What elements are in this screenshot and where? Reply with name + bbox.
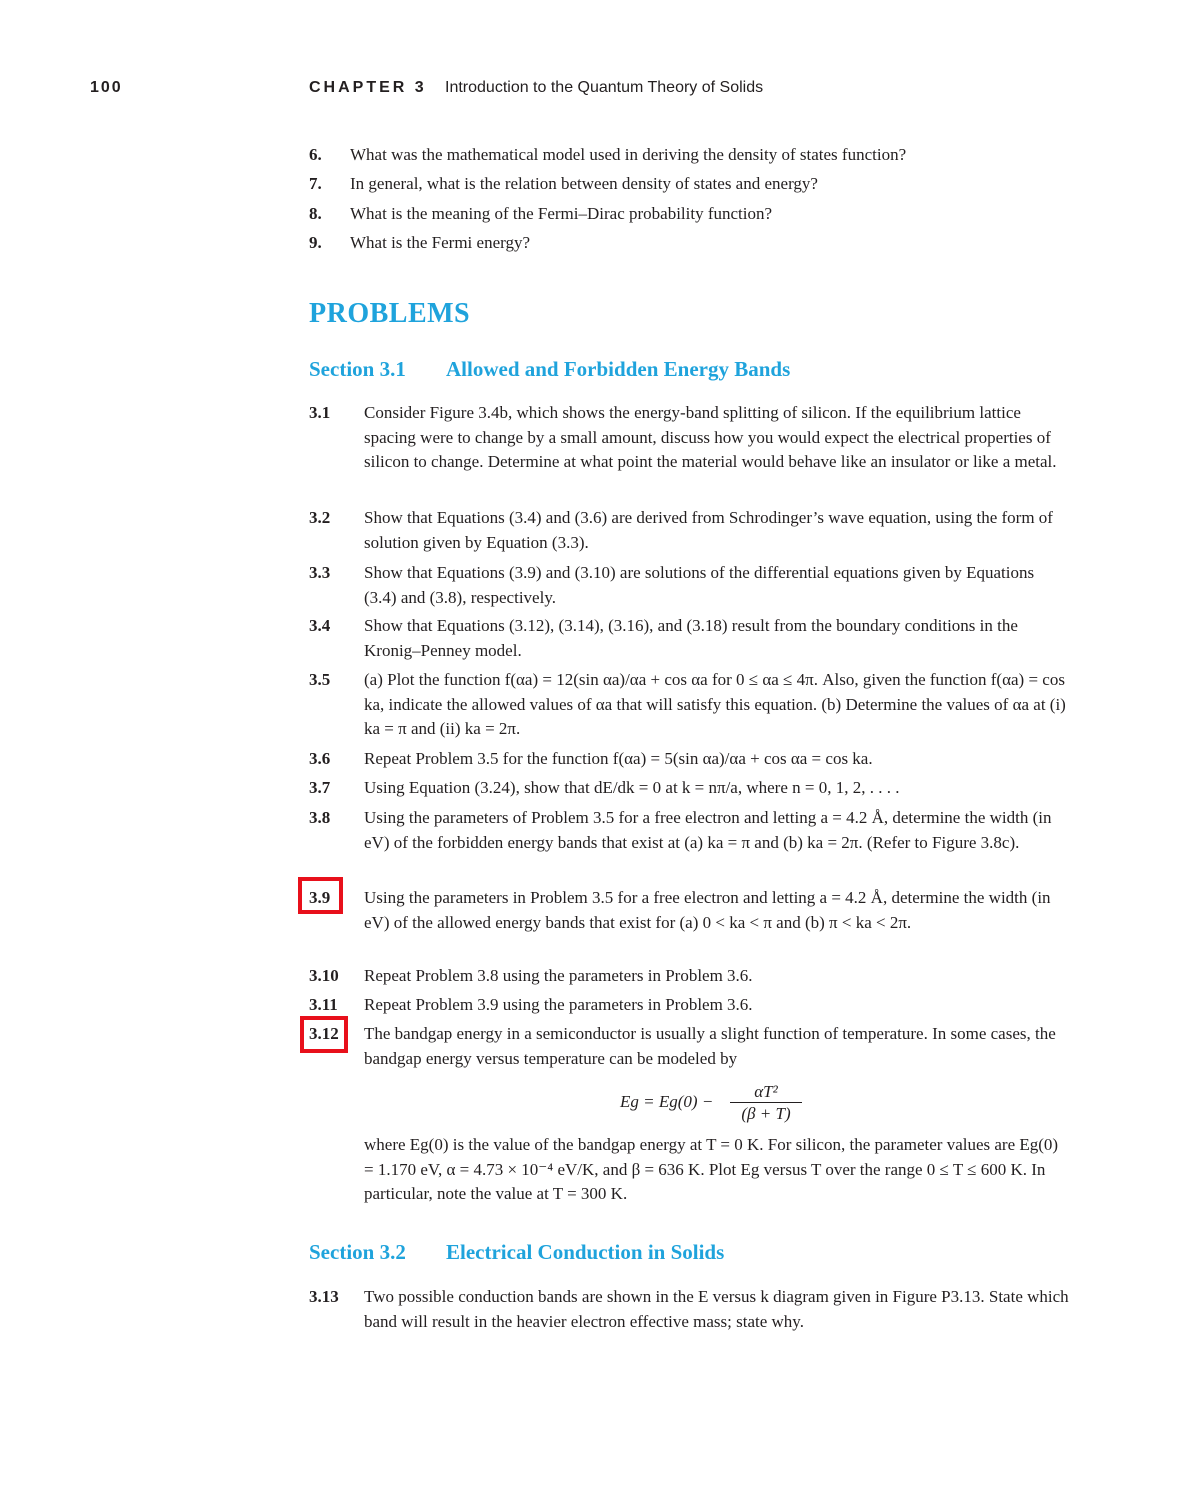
problem-3-4 <box>309 614 1069 663</box>
problem-number: 3.9 <box>309 888 331 907</box>
problem-number: 3.4 <box>309 616 331 635</box>
problem-number: 3.2 <box>309 508 331 527</box>
problem-text: Using the parameters of Problem 3.5 for a free electron and letting a = 4.2 Å, determine the width (in eV) of the forbidden energy bands that exist at (a) ka = π and (b) ka = 2π. (Refer to Figure 3.8c). <box>364 808 1052 852</box>
problem-3-10 <box>309 964 1069 989</box>
problem-3-5 <box>309 668 1069 742</box>
problem-text: Show that Equations (3.4) and (3.6) are derived from Schrodinger’s wave equation, using the form of solution given by Equation (3.3). <box>364 508 1053 552</box>
problem-text: Repeat Problem 3.5 for the function f(αa) = 5(sin αa)/αa + cos αa = cos ka. <box>364 749 873 768</box>
problem-text: Using the parameters in Problem 3.5 for a free electron and letting a = 4.2 Å, determine the width (in eV) of the allowed energy bands that exist for (a) 0 < ka < π and (b) π < ka < 2π. <box>364 888 1051 932</box>
problem-text: Show that Equations (3.12), (3.14), (3.16), and (3.18) result from the boundary conditions in the Kronig–Penney model. <box>364 616 1018 660</box>
review-question <box>309 229 906 259</box>
problem-number: 3.13 <box>309 1287 339 1306</box>
equation-numerator: αT² <box>730 1082 802 1103</box>
bandgap-equation <box>620 1082 820 1127</box>
problem-text: Show that Equations (3.9) and (3.10) are solutions of the differential equations given by Equations (3.4) and (3.8), respectively. <box>364 563 1035 607</box>
review-question-number: 9. <box>309 233 322 253</box>
review-question-number: 6. <box>309 144 322 164</box>
problem-text: where Eg(0) is the value of the bandgap energy at T = 0 K. For silicon, the parameter values are Eg(0) = 1.170 eV, α = 4.73 × 10⁻⁴ eV/K, and β = 636 K. Plot Eg versus T over the range 0 ≤ T ≤ 600 K. In particular, note the value at T = 300 K. <box>364 1135 1059 1204</box>
review-question <box>309 140 906 170</box>
section-number: Section 3.1 <box>309 357 406 381</box>
problem-number: 3.12 <box>309 1024 339 1043</box>
problem-text: Consider Figure 3.4b, which shows the energy-band splitting of silicon. If the equilibrium lattice spacing were to change by a small amount, discuss how you would expect the electrical properties of silicon to change. Determine at what point the material would behave like an insulator or like a metal. <box>364 403 1057 472</box>
problem-text: Using Equation (3.24), show that dE/dk = 0 at k = nπ/a, where n = 0, 1, 2, . . . . <box>364 778 900 797</box>
problem-number: 3.7 <box>309 778 331 797</box>
equation-lhs: Eg = Eg(0) − <box>620 1092 714 1111</box>
review-question-text: What was the mathematical model used in deriving the density of states function? <box>350 144 907 164</box>
problem-3-9 <box>309 886 1069 935</box>
section-title: Allowed and Forbidden Energy Bands <box>446 357 791 381</box>
section-number: Section 3.2 <box>309 1240 406 1264</box>
problem-3-8 <box>309 806 1069 855</box>
chapter-label: CHAPTER 3 <box>309 79 427 96</box>
problem-number: 3.11 <box>309 995 338 1014</box>
problems-heading: PROBLEMS <box>309 298 471 329</box>
chapter-title: Introduction to the Quantum Theory of Solids <box>445 79 764 96</box>
problem-3-3 <box>309 561 1069 610</box>
problem-number: 3.5 <box>309 670 331 689</box>
problem-number: 3.1 <box>309 403 331 422</box>
review-question-number: 8. <box>309 203 322 223</box>
problem-3-12-continuation <box>309 1133 1069 1207</box>
problem-3-2 <box>309 506 1069 555</box>
problem-text: Repeat Problem 3.9 using the parameters in Problem 3.6. <box>364 995 753 1014</box>
section-heading-3-2 <box>309 1240 724 1265</box>
problem-number: 3.10 <box>309 966 339 985</box>
equation-fraction <box>730 1082 802 1125</box>
problem-3-1 <box>309 401 1069 475</box>
review-questions-list <box>309 140 906 258</box>
problem-3-12 <box>309 1022 1069 1071</box>
section-title: Electrical Conduction in Solids <box>446 1240 725 1264</box>
problem-text: The bandgap energy in a semiconductor is usually a slight function of temperature. In some cases, the bandgap energy versus temperature can be modeled by <box>364 1024 1056 1068</box>
problem-number: 3.3 <box>309 563 331 582</box>
review-question-text: In general, what is the relation between density of states and energy? <box>350 174 818 194</box>
problem-3-6 <box>309 747 1069 772</box>
problem-text: (a) Plot the function f(αa) = 12(sin αa)/αa + cos αa for 0 ≤ αa ≤ 4π. Also, given the function f(αa) = cos ka, indicate the allowed values of αa that will satisfy this equation. (b) Determine the values of αa at (i) ka = π and (ii) ka = 2π. <box>364 670 1066 739</box>
problem-3-13 <box>309 1285 1069 1334</box>
problem-text: Repeat Problem 3.8 using the parameters in Problem 3.6. <box>364 966 753 985</box>
review-question-text: What is the meaning of the Fermi–Dirac probability function? <box>350 203 773 223</box>
equation-denominator: (β + T) <box>741 1104 791 1123</box>
page-number: 100 <box>90 79 123 96</box>
problem-3-11 <box>309 993 1069 1018</box>
running-header <box>0 79 1200 101</box>
problem-text: Two possible conduction bands are shown in the E versus k diagram given in Figure P3.13. State which band will result in the heavier electron effective mass; state why. <box>364 1287 1069 1331</box>
review-question <box>309 170 906 200</box>
review-question <box>309 199 906 229</box>
problem-3-7 <box>309 776 1069 801</box>
problem-number: 3.8 <box>309 808 331 827</box>
problem-number: 3.6 <box>309 749 331 768</box>
review-question-number: 7. <box>309 174 322 194</box>
review-question-text: What is the Fermi energy? <box>350 233 531 253</box>
section-heading-3-1 <box>309 357 790 382</box>
